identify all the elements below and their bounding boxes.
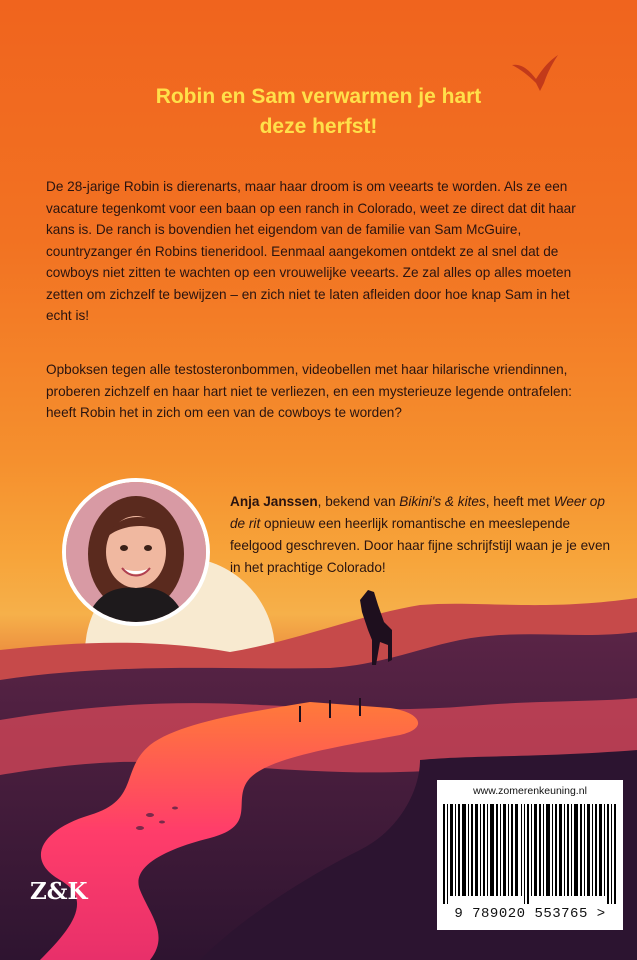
- author-name: Anja Janssen: [230, 494, 318, 509]
- blurb-paragraph-2: Opboksen tegen alle testosteronbommen, videobellen met haar hilarische vriendinnen, proberen zichzelf en haar hart niet te verliezen, en een mysterieuze legende ontrafelen: heeft Robin het in zich om een van de cowboys te worden?: [46, 362, 572, 420]
- author-book-2: Weer op de rit: [230, 494, 605, 531]
- author-bio-part-a: , bekend van: [317, 494, 400, 509]
- author-bio: [230, 491, 615, 579]
- author-photo: [62, 478, 210, 626]
- isbn-digits: 9 789020 553765 >: [454, 906, 606, 922]
- publisher-url: www.zomerenkeuning.nl: [473, 785, 587, 797]
- tagline-line-1: Robin en Sam verwarmen je hart: [155, 85, 482, 108]
- author-book-1: Bikini's & kites: [399, 494, 486, 509]
- author-bio-part-b: , heeft met: [485, 494, 554, 509]
- tagline-line-2: deze herfst!: [259, 115, 378, 138]
- blurb-paragraph-1: De 28-jarige Robin is dierenarts, maar haar droom is om veearts te worden. Als ze een vacature tegenkomt voor een baan op een ranch in Colorado, weet ze direct dat dit haar kans is. De ranch is bovendien het eigendom van de familie van Sam McGuire, countryzanger én Robins tieneridool. Eenmaal aangekomen ontdekt ze al snel dat de cowboys niet zitten te wachten op een vrouwelijke veearts. Ze zal alles op alles moeten zetten om zichzelf te bewijzen – en zich niet te laten afleiden door hoe knap Sam in het echt is!: [46, 179, 576, 323]
- publisher-logo: Z&K: [30, 878, 88, 905]
- author-bio-part-c: opnieuw een heerlijk romantische en meeslepende feelgood geschreven. Door haar fijne schrijfstijl waan je je even in het prachtige Colorado!: [230, 516, 611, 575]
- tagline: [60, 82, 577, 142]
- barcode-bars: [443, 804, 617, 904]
- barcode-box: [437, 780, 623, 930]
- author-portrait-illustration: [66, 482, 206, 622]
